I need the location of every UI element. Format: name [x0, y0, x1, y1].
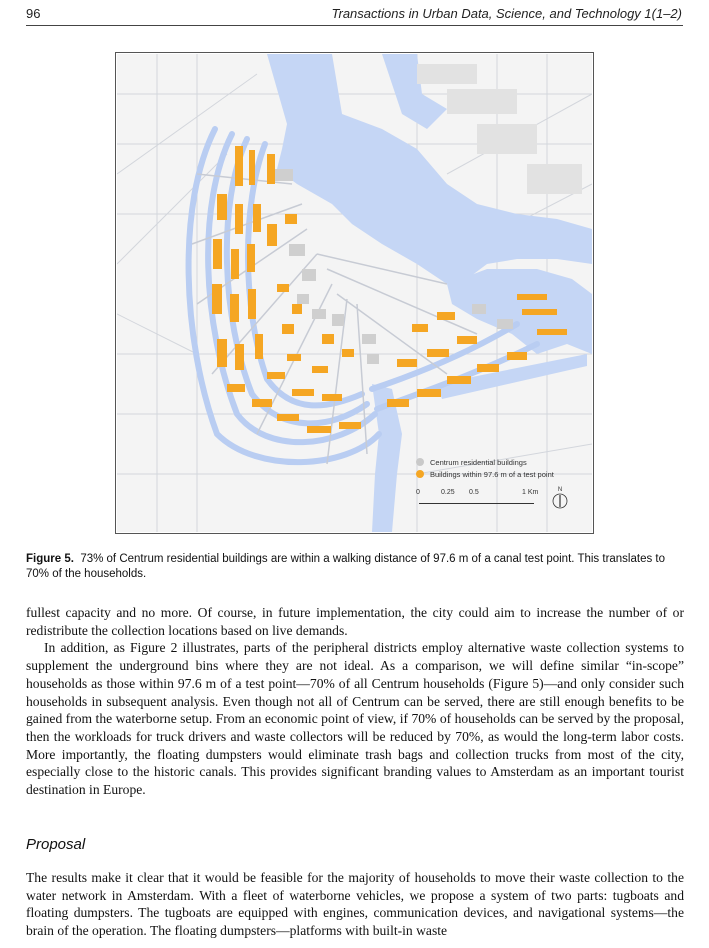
map-legend: [416, 456, 571, 513]
north-arrow-icon: [551, 484, 569, 510]
legend-label-centrum: Centrum residential buildings: [430, 457, 527, 467]
legend-label-within-range: Buildings within 97.6 m of a test point: [430, 469, 554, 479]
page-number: 96: [26, 6, 41, 21]
legend-swatch-orange: [416, 470, 424, 478]
scale-line: [419, 503, 534, 504]
header-rule: [26, 25, 683, 26]
paragraph-1: fullest capacity and no more. Of course, in future implementation, the city could aim to increase the number of or redistribute the collection locations based on live demands.: [26, 605, 684, 638]
legend-swatch-grey: [416, 458, 424, 466]
section-heading-proposal: Proposal: [26, 836, 86, 853]
figure-caption: [26, 552, 686, 582]
scale-label-05: 0.5: [469, 489, 479, 496]
body-lower: [26, 869, 684, 940]
scale-bar: [416, 489, 546, 509]
scale-label-025: 0.25: [441, 489, 455, 496]
caption-text: 73% of Centrum residential buildings are within a walking distance of 97.6 m of a canal test point. This translates to 70% of the households.: [26, 553, 666, 580]
figure-5-map: [115, 52, 594, 534]
running-head: Transactions in Urban Data, Science, and Technology 1(1–2): [331, 6, 682, 21]
legend-item-centrum: [416, 456, 571, 468]
paragraph-3: The results make it clear that it would be feasible for the majority of households to move their waste collection to the water network in Amsterdam. With a fleet of waterborne vehicles, we propose a system of two parts: tugboats and floating dumpsters. The tugboats are equipped with engines, communication devices, and navigational systems—the brain of the operation. The floating dumpsters—platforms with built-in waste: [26, 870, 684, 939]
body-upper: [26, 604, 684, 799]
north-label: N: [557, 487, 563, 493]
caption-label: Figure 5.: [26, 553, 74, 565]
scale-label-1km: 1 Km: [522, 489, 539, 496]
paragraph-2: In addition, as Figure 2 illustrates, parts of the peripheral districts employ alternative waste collection systems to supplement the underground bins where they are not ideal. As a comparison, we will define similar “in-scope” households as those within 97.6 m of a test point—70% of all Centrum households (Figure 5)—and only consider such households in subsequent analysis. Even though not all of Centrum can be served, there are still enough benefits to be gained from the waterborne setup. From an economic point of view, if 70% of households can be served by the proposal, then the workloads for truck drivers and waste collectors will be reduced by 70%, as would the long-term labor costs. More importantly, the floating dumpsters would eliminate trash bags and collection trucks from most of the city, especially close to the historic canals. This provides significant branding values to Amsterdam as an important tourist destination in Europe.: [26, 640, 684, 798]
legend-item-within-range: [416, 468, 571, 480]
scale-label-0: 0: [416, 489, 420, 496]
